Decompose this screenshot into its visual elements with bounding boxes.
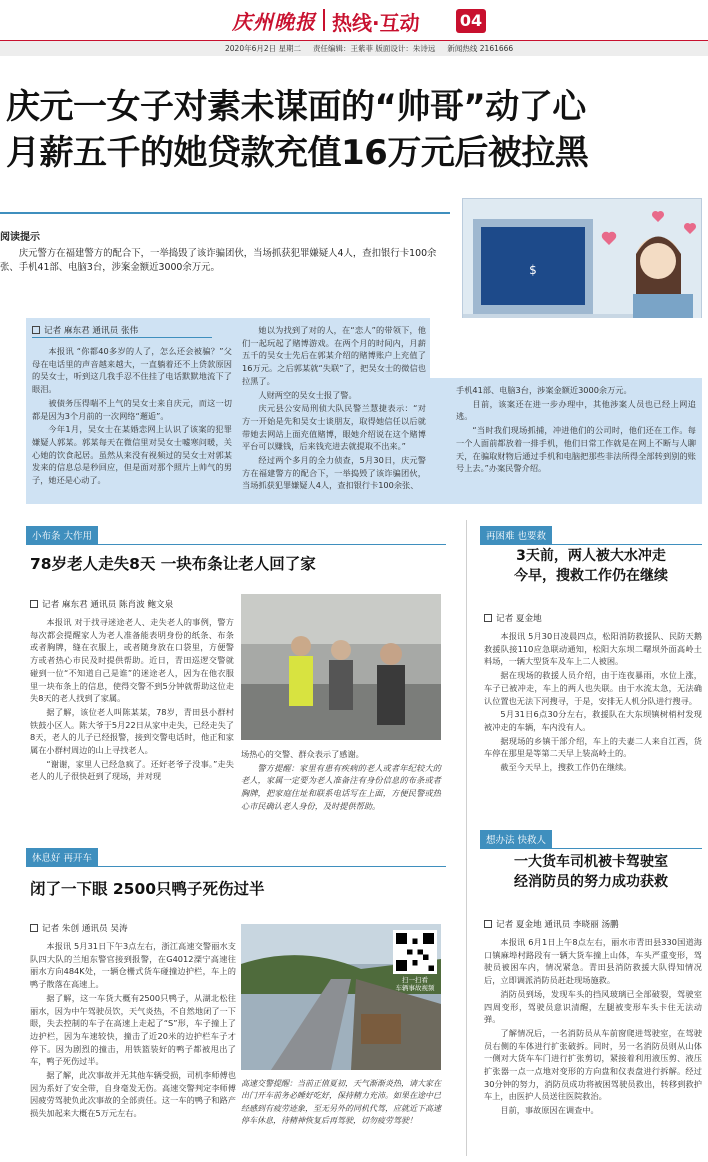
story-ducks-para: 据了解，此次事故并无其他车辆受损，司机李师傅也因为系好了安全带，自身毫发无伤。高速交警判定李师傅因疲劳驾驶负此次事故的全部责任。这一车的鸭子和路产损失加起来大概在5万元左右。 xyxy=(30,1070,236,1119)
story-flood-byline xyxy=(484,612,542,624)
story-flood-para: 本报讯 5月30日凌晨四点，松阳消防救援队、民防天鹅救援队接110应急联动通知，松阳大东坝二曙坝外面高岭土料场，一辆大型货车及车上二人被困。 xyxy=(484,631,702,667)
lead-col1-para: 今年1月，吴女士在某婚恋网上认识了该案的犯罪嫌疑人郭某。郭某每天在微信里对吴女士嘘寒问暖，关心她的饮食起居。虽然从来没有视频过的吴女士对郭某发来的信息总是秒回应，但是面对那个照片上帅气的男子，她还是心动了。 xyxy=(32,424,232,486)
story-flood-headline-line1: 3天前，两人被大水冲走 xyxy=(516,548,666,564)
story-flood-headline xyxy=(480,546,702,586)
story-old-man-para: “谢谢，家里人已经急疯了。还好老爷子没事。”走失老人的儿子很快赶到了现场，并对现 xyxy=(30,758,234,782)
story-truck-para: 消防员到场，发现车头的挡风玻璃已全部破裂，驾驶室四周变形，驾驶员意识清醒，左腿被变形车头卡住无法动弹。 xyxy=(484,988,702,1025)
story-ducks-para: 本报讯 5月31日下午3点左右，浙江高速交警丽水支队四大队的兰旭东警官接到报警，在G4012溧宁高速往丽水方向484K处，一辆仓栅式货车碰撞边护栏，车上的鸭子散落在高速上。 xyxy=(30,941,236,990)
byline-square-icon xyxy=(32,326,40,334)
story-truck-headline-line2: 经消防员的努力成功获救 xyxy=(514,874,668,890)
story-old-man-para: 本报讯 对于找寻迷途老人、走失老人的事例，警方每次都会提醒家人为老人准备能表明身份的纸条、布条或者胸牌，缝在衣服上，或者随身放在口袋里，方便警方或者热心市民及时提供帮助。近日，青田巡逻交警就碰到一位“不知道自己是谁”的迷途老人，因为在他衣服里一块布条上的信息，使得交警不到5分钟就帮助这位走失8天的老人找到了家属。 xyxy=(30,617,234,704)
lead-col2-para: 人财两空的吴女士报了警。 xyxy=(258,389,357,400)
story-truck-para: 了解情况后，一名消防员从车前窗爬进驾驶室，在驾驶员右侧的车体进行扩张破拆。同时，另一名消防员则从山体一侧对大货车车门进行扩张剪切，紧接着利用液压剪、液压扩张器一点一点地对变形的方向盘和仪表盘进行拆解。经过30分钟的努力，消防员成功将被困驾驶员救出，转移到救护车上，由医护人员送往医院救治。 xyxy=(484,1027,702,1102)
story-old-man-tag: 小布条 大作用 xyxy=(26,526,98,544)
editor-credit: 责任编辑：王紫菲 版面设计：朱诗远 xyxy=(313,44,436,53)
byline-square-icon xyxy=(30,600,38,608)
story-flood-tagline xyxy=(480,524,702,545)
story-flood-byline-text: 记者 夏金地 xyxy=(496,614,542,624)
story-ducks-tip: 高速交警提醒：当前正值夏初，天气渐渐炎热，请大家在出门开车前务必睡好吃好，保持精力充沛。如果在途中已经感到有疲劳迹象，至无另外的同机代驾，应就近下高速停车休息，待精神恢复后再驾驶，切勿疲劳驾驶！ xyxy=(241,1079,441,1126)
date-bar xyxy=(0,40,708,56)
section-title: 热线·互动 xyxy=(332,11,420,35)
story-flood-body xyxy=(484,630,702,775)
story-old-man-headline: 78岁老人走失8天 一块布条让老人回了家 xyxy=(30,555,316,573)
lead-col1-para: 本报讯 “你都40多岁的人了，怎么还会被骗？”父母在电话里的声音越来越大，一直躺着还不上贷款原因的吴女士，听到这几我手忍不住挂了电话默默地流下了眼泪。 xyxy=(32,346,232,395)
lead-headline-line2: 月薪五千的她贷款充值16万元后被拉黑 xyxy=(6,133,589,173)
story-ducks-byline xyxy=(30,922,128,934)
story-flood-para: 据在现场的救援人员介绍，由于连夜暴雨，水位上涨，车子已被冲走，车上的两人也失联。由于水流太急，无法确认位置也无法下河搜寻，于是，安排无人机分队进行搜寻。 xyxy=(484,670,702,706)
lead-byline xyxy=(32,324,138,336)
story-truck-tagline xyxy=(480,828,702,849)
byline-square-icon xyxy=(484,614,492,622)
photo-drawing xyxy=(241,594,441,740)
story-old-man-para: 据了解，该位老人叫陈某某，78岁，青田县小群村铁鼓小区人。陈大爷于5月22日从家中走失，已经走失了8天，老人的儿子已经报警，接到交警电话时，他正和家属在小群村周边的山上寻找老人。 xyxy=(30,706,234,756)
story-truck-byline xyxy=(484,918,619,930)
column-divider xyxy=(466,520,467,1156)
story-truck-headline-line1: 一大货车司机被卡驾驶室 xyxy=(514,854,668,870)
lead-col3-para: “当时我们现场抓捕，冲进他们的公司时，他们还在工作。每一个人面前都放着一排手机，他们日常工作就是在网上不断与人聊天，在骗取财物后通过手机和电脑把那些非法所得全部转到别的账号上去。”办案民警介绍。 xyxy=(456,425,696,474)
story-ducks-body xyxy=(30,940,236,1121)
lead-col3-para: 手机41部、电脑3台，涉案金额近3000余万元。 xyxy=(456,385,632,395)
byline-square-icon xyxy=(30,924,38,932)
lead-col2-para: 经过两个多月的全力侦查，5月30日，庆元警方在福建警方的配合下，一举捣毁了该诈骗团伙，当场抓获犯罪嫌疑人4人，查扣银行卡100余张、 xyxy=(242,455,426,491)
video-qr-label: 扫一扫看 车辆事故视频 xyxy=(395,976,435,993)
qr-code-icon xyxy=(396,933,434,971)
story-flood-headline-line2: 今早，搜救工作仍在继续 xyxy=(514,568,668,584)
lead-col2-para: 庆元县公安局刑侦大队民警兰慧捷表示：“对方一开始是先和吴女士谈朋友，取得她信任以后就带她去网站上面充值赌博，眼她介绍说在这个赌博平台可以赚钱，后来钱充进去就提取不出来。” xyxy=(242,403,426,452)
story-ducks-headline: 闭了一下眼 2500只鸭子死伤过半 xyxy=(30,880,265,898)
issue-date: 2020年6月2日 星期二 xyxy=(225,44,302,53)
svg-text:$: $ xyxy=(529,263,537,277)
lead-byline-rule xyxy=(32,337,212,338)
story-old-man-tip: 警方提醒：家里有患有疾病的老人或者年纪较大的老人，家属一定要为老人准备注有身份信息的布条或者胸牌，把家庭住址和联系电话写在上面，方便民警或热心市民确认老人身份，及时提供帮助。 xyxy=(241,762,441,811)
story-truck-para: 本报讯 6月1日上午8点左右，丽水市青田县330国道海口镇麻埠村路段有一辆大货车撞上山体，车头严重变形，驾驶员被困车内，情况紧急。青田县消防救援大队得知情况后，立即调派消防员赶赴现场施救。 xyxy=(484,937,702,986)
reading-tip-label: 阅读提示 xyxy=(0,231,40,243)
story-flood-para: 据现场的乡镇干部介绍，车上的夫妻二人来自江西，货车停在那里是等第二天早上装高岭土的。 xyxy=(484,735,702,759)
story-truck-byline-text: 记者 夏金地 通讯员 李晓丽 汤鹏 xyxy=(496,920,619,930)
story-flood-para: 5月31日6点30分左右，救援队在大东坝镇树梢村发现被冲走的车辆，车内没有人。 xyxy=(484,709,702,732)
lead-col3-para: 目前，该案还在进一步办理中，其他涉案人员也已经上网追逃。 xyxy=(456,398,696,422)
police-with-elder-photo xyxy=(241,594,441,740)
story-old-man-cont-para: 场热心的交警、群众表示了感谢。 xyxy=(241,749,364,759)
story-truck-para: 目前，事故原因在调查中。 xyxy=(500,1105,599,1116)
story-ducks-tagline xyxy=(26,846,446,867)
lead-col1-para: 被债务压得喘不上气的吴女士来自庆元，而这一切都是因为3个月前的一次网络“邂逅”。 xyxy=(32,397,232,421)
reading-tip-text: 庆元警方在福建警方的配合下，一举捣毁了该诈骗团伙，当场抓获犯罪嫌疑人4人，查扣银行卡100余张、手机41部、电脑3台，涉案金额近3000余万元。 xyxy=(0,247,437,274)
logo-divider xyxy=(323,9,325,31)
lead-col3 xyxy=(456,384,696,476)
story-ducks-byline-text: 记者 朱创 通讯员 吴涛 xyxy=(42,924,128,934)
story-truck-tag: 想办法 快救人 xyxy=(480,830,552,848)
reading-tip-rule xyxy=(0,212,450,214)
story-flood-para: 截至今天早上，搜救工作仍在继续。 xyxy=(500,762,632,773)
lead-col2-para: 她以为找到了对的人，在“恋人”的带领下，他们一起玩起了赌博游戏。在两个月的时间内，月薪五千的吴女士先后在郭某介绍的赌博账户上充值了16万元。之后郭某就“失联”了，把吴女士的微信也拉黑了。 xyxy=(242,325,426,386)
lead-headline-line1: 庆元一女子对素未谋面的“帅哥”动了心 xyxy=(6,87,586,127)
byline-square-icon xyxy=(484,920,492,928)
page-number-badge: 04 xyxy=(456,9,486,33)
video-qr-code[interactable] xyxy=(393,930,437,974)
lead-story-panel-notch xyxy=(430,318,702,378)
story-old-man-byline-text: 记者 麻东君 通讯员 陈肖波 鲍文泉 xyxy=(42,600,174,610)
lead-col1 xyxy=(32,345,232,488)
lead-byline-text: 记者 麻东君 通讯员 张伟 xyxy=(44,326,139,336)
lead-headline xyxy=(6,84,702,176)
story-truck-body xyxy=(484,936,702,1118)
masthead xyxy=(0,0,708,53)
paper-logo: 庆州晚报 xyxy=(232,10,316,34)
story-old-man-byline xyxy=(30,598,173,610)
story-old-man-body xyxy=(30,616,234,784)
news-hotline: 新闻热线 2161666 xyxy=(447,44,514,53)
story-flood-tag: 再困难 也要救 xyxy=(480,526,552,544)
story-ducks-para: 据了解，这一车货大概有2500只鸭子，从湖北松往丽水，因为中午驾驶员饮，天气炎热，不自然地闭了一下眼，失去控制的车子在高速上走起了“S”形，车子撞上了边护栏，因为车速较快，撞击了近20米的边护栏车子才停下。因为剧烈的撞击，用铁篮装好的鸭子都被甩出了车，鸭子死伤过半。 xyxy=(30,992,236,1067)
story-ducks-tag: 休息好 再开车 xyxy=(26,848,98,866)
story-truck-headline xyxy=(480,852,702,892)
reading-tip xyxy=(0,212,450,276)
story-old-man-tagline xyxy=(26,524,446,545)
story-old-man-cont xyxy=(241,748,441,814)
lead-col2 xyxy=(242,324,426,493)
